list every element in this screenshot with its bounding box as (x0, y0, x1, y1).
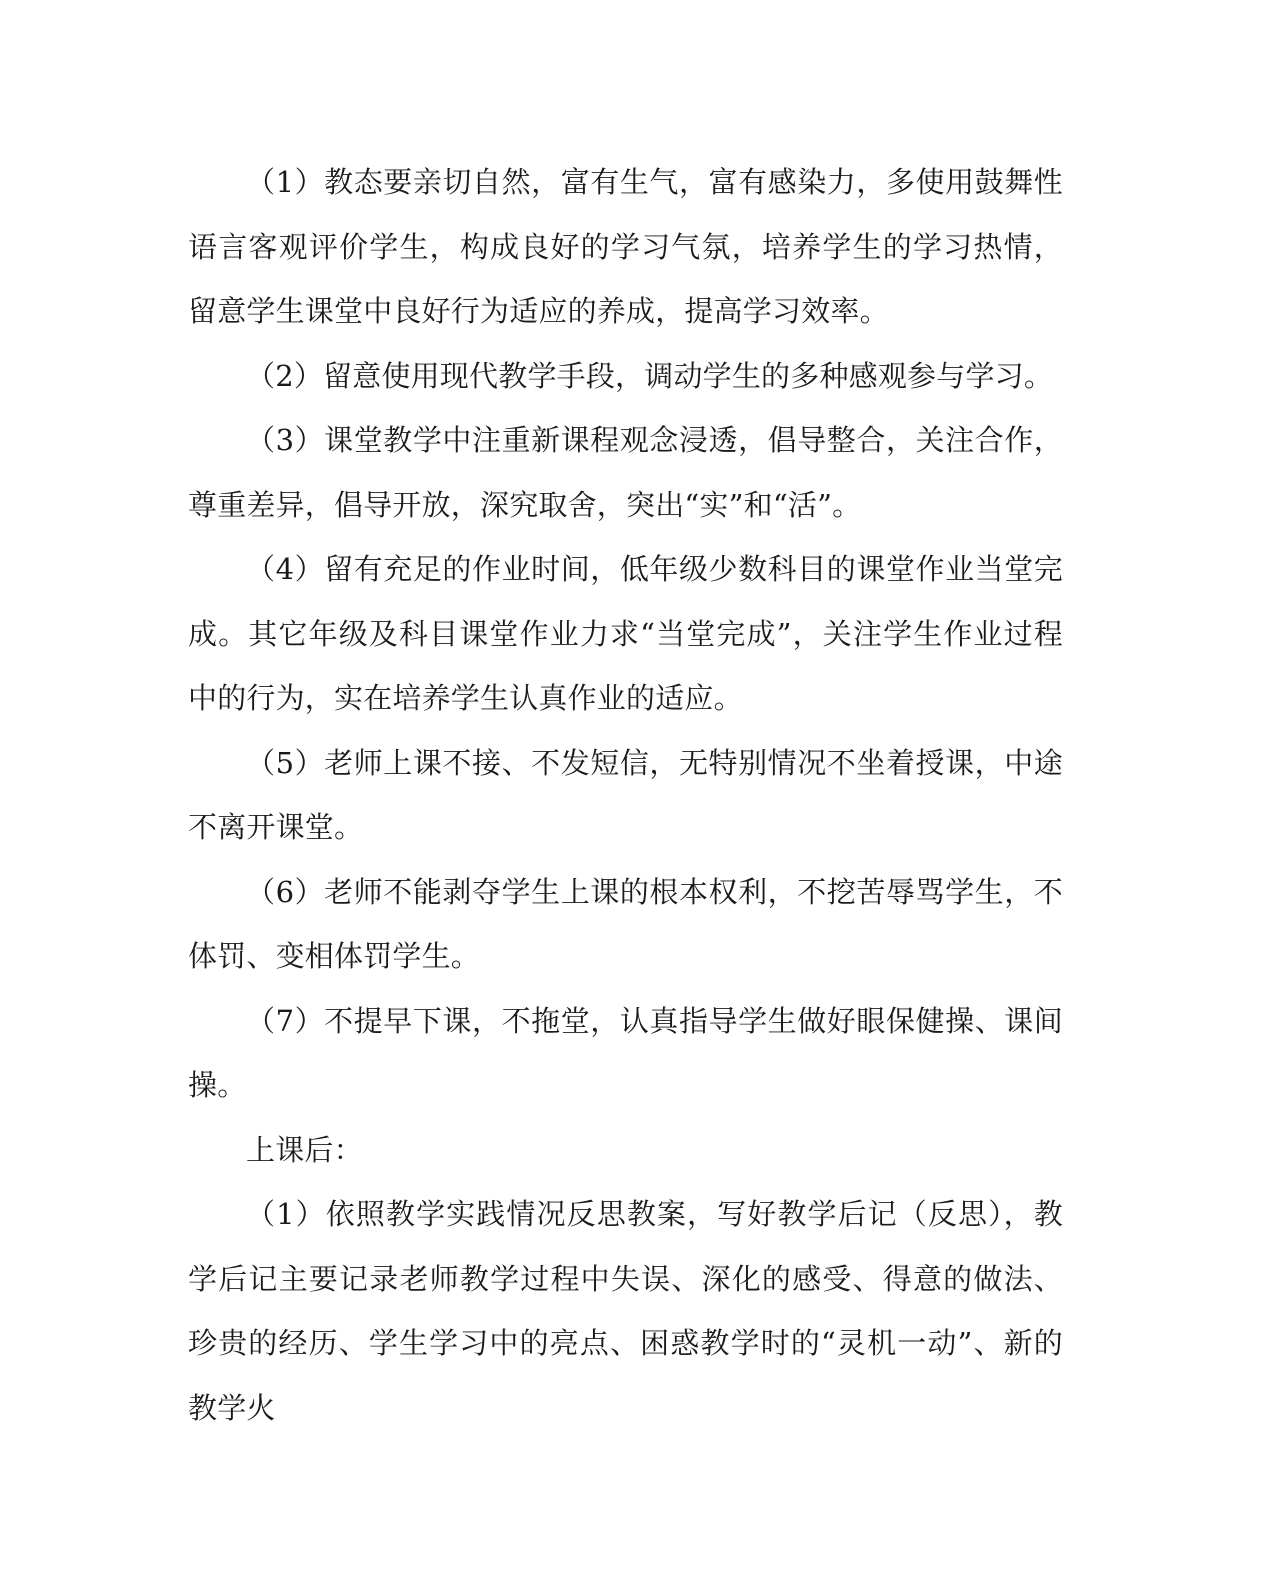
paragraph-1: （1）教态要亲切自然，富有生气，富有感染力，多使用鼓舞性语言客观评价学生，构成良好的学习气氛，培养学生的学习热情，留意学生课堂中良好行为适应的养成，提高学习效率。 (188, 165, 1063, 328)
paragraph-4: （4）留有充足的作业时间，低年级少数科目的课堂作业当堂完成。其它年级及科目课堂作业力求“当堂完成”，关注学生作业过程中的行为，实在培养学生认真作业的适应。 (188, 552, 1063, 715)
paragraph-7: （7）不提早下课，不拖堂，认真指导学生做好眼保健操、课间操。 (188, 1003, 1063, 1102)
section-heading-after-class: 上课后： (246, 1132, 363, 1167)
body-text (188, 150, 1063, 1440)
paragraph-5: （5）老师上课不接、不发短信，无特别情况不坐着授课，中途不离开课堂。 (188, 745, 1063, 844)
paragraph-3: （3）课堂教学中注重新课程观念浸透，倡导整合，关注合作，尊重差异，倡导开放，深究取舍，突出“实”和“活”。 (188, 423, 1063, 522)
paragraph-2: （2）留意使用现代教学手段，调动学生的多种感观参与学习。 (246, 358, 1054, 393)
paragraph-6: （6）老师不能剥夺学生上课的根本权利，不挖苦辱骂学生，不体罚、变相体罚学生。 (188, 874, 1063, 973)
paragraph-after-class-1: （1）依照教学实践情况反思教案，写好教学后记（反思），教学后记主要记录老师教学过程中失误、深化的感受、得意的做法、珍贵的经历、学生学习中的亮点、困惑教学时的“灵机一动”、新的教学火 (188, 1197, 1063, 1425)
